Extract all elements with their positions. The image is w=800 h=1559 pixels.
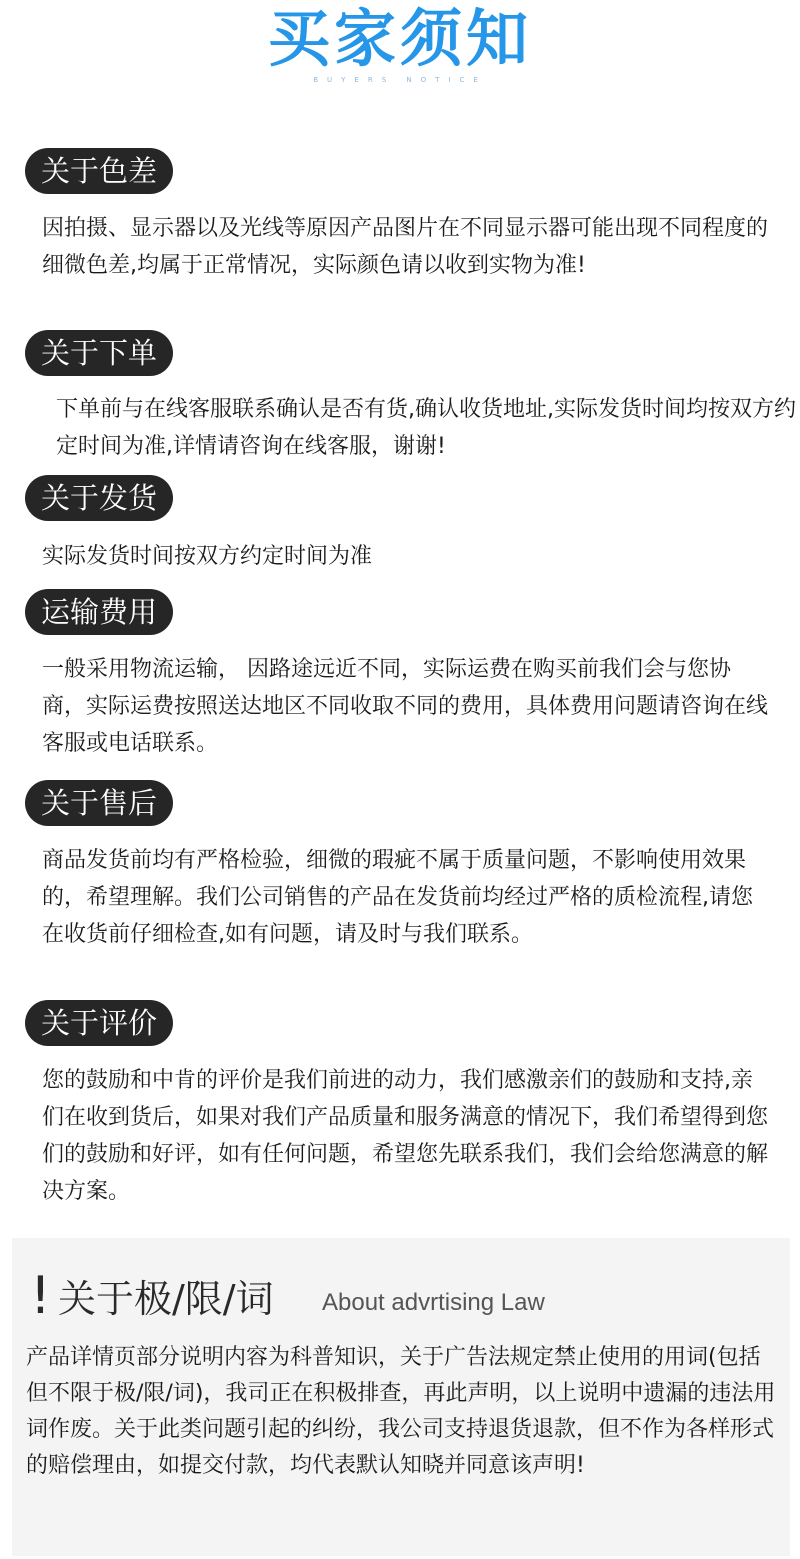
section-reviews (25, 1000, 785, 1210)
page-title: 买家须知 (267, 2, 532, 75)
section-text: 您的鼓励和中肯的评价是我们前进的动力，我们感激亲们的鼓励和支持,亲们在收到货后，如果对我们产品质量和服务满意的情况下，我们希望得到您们的鼓励和好评，如有任何问题，希望您先联系我们，我们会给您满意的解决方案。 (42, 1068, 769, 1204)
section-label: 关于售后 (25, 780, 173, 826)
section-text: 下单前与在线客服联系确认是否有货,确认收货地址,实际发货时间均按双方约定时间为准,详情请咨询在线客服，谢谢! (56, 397, 796, 459)
notice-title: 关于极/限/词 (58, 1277, 274, 1321)
page-subtitle: BUYERS NOTICE (313, 76, 487, 84)
page-header (0, 0, 800, 84)
section-text: 商品发货前均有严格检验，细微的瑕疵不属于质量问题，不影响使用效果的，希望理解。我们公司销售的产品在发货前均经过严格的质检流程,请您在收货前仔细检查,如有问题，请及时与我们联系。 (42, 848, 753, 947)
section-text: 因拍摄、显示器以及光线等原因产品图片在不同显示器可能出现不同程度的细微色差,均属于正常情况，实际颜色请以收到实物为准! (42, 216, 769, 278)
section-freight (25, 589, 785, 762)
notice-text: 产品详情页部分说明内容为科普知识，关于广告法规定禁止使用的用词(包括但不限于极/限/词)，我司正在积极排查，再此声明，以上说明中遗漏的违法用词作废。关于此类问题引起的纠纷，我公司支持退货退款，但不作为各样形式的赔偿理由，如提交付款，均代表默认知晓并同意该声明! (26, 1345, 776, 1478)
section-color-difference (25, 148, 785, 284)
section-text: 一般采用物流运输， 因路途远近不同，实际运费在购买前我们会与您协商，实际运费按照送达地区不同收取不同的费用，具体费用问题请咨询在线客服或电话联系。 (42, 657, 769, 756)
section-ordering (25, 330, 796, 465)
section-text: 实际发货时间按双方约定时间为准 (42, 544, 373, 569)
notice-subtitle: About advrtising Law (322, 1289, 545, 1316)
section-label: 关于下单 (25, 330, 173, 376)
section-shipping (25, 475, 785, 575)
section-label: 关于色差 (25, 148, 173, 194)
section-label: 关于发货 (25, 475, 173, 521)
advertising-law-notice (12, 1238, 790, 1556)
section-after-sales (25, 780, 785, 953)
section-label: 运输费用 (25, 589, 173, 635)
section-label: 关于评价 (25, 1000, 173, 1046)
exclamation-icon: ! (30, 1266, 51, 1326)
